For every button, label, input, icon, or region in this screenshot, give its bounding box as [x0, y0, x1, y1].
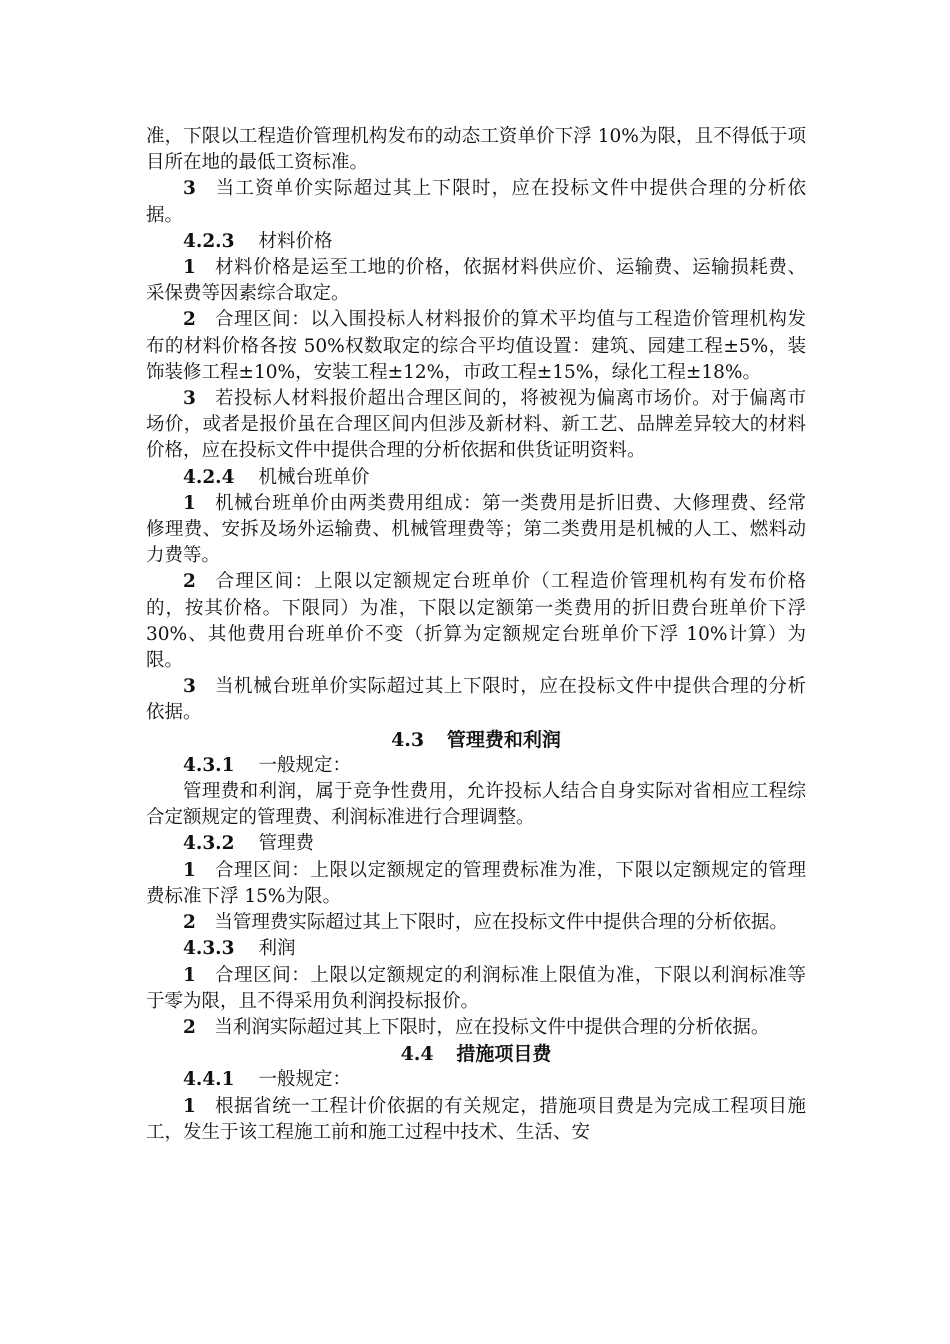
subsection-number: 4.4.1 [183, 1069, 235, 1091]
subsection-title: 利润 [258, 938, 296, 960]
paragraph-text: 当管理费实际超过其上下限时，应在投标文件中提供合理的分析依据。 [214, 912, 788, 934]
subsection-number: 4.2.3 [183, 230, 235, 252]
item-number: 3 [183, 178, 196, 200]
paragraph-text: 当工资单价实际超过其上下限时，应在投标文件中提供合理的分析依据。 [146, 178, 806, 226]
paragraph-text: 合理区间：上限以定额规定台班单价（工程造价管理机构有发布价格的，按其价格。下限同）为准，下限以定额第一类费用的折旧费台班单价下浮 30%、其他费用台班单价不变（折算为定额规定台班单价下浮 10%计算）为限。 [146, 571, 806, 672]
numbered-paragraph [146, 569, 806, 674]
item-number: 1 [183, 492, 196, 514]
numbered-paragraph [146, 963, 806, 1015]
subsection-title: 一般规定： [258, 754, 352, 776]
item-number: 2 [183, 1016, 196, 1038]
item-number: 1 [183, 964, 196, 986]
section-heading [146, 1041, 806, 1067]
numbered-paragraph [146, 307, 806, 386]
subsection-title: 机械台班单价 [258, 466, 370, 488]
subsection-number: 4.3.1 [183, 754, 235, 776]
paragraph-text: 根据省统一工程计价依据的有关规定，措施项目费是为完成工程项目施工，发生于该工程施工前和施工过程中技术、生活、安 [146, 1095, 806, 1143]
paragraph-text: 合理区间：以入围投标人材料报价的算术平均值与工程造价管理机构发布的材料价格各按 50%权数取定的综合平均值设置：建筑、园建工程±5%，装饰装修工程±10%，安装工程±12%，市政工程±15%，绿化工程±18%。 [146, 309, 806, 383]
subsection-title: 管理费 [258, 833, 315, 855]
paragraph-text: 合理区间：上限以定额规定的管理费标准为准，下限以定额规定的管理费标准下浮 15%为限。 [146, 859, 806, 907]
section-number: 4.4 [400, 1043, 434, 1066]
item-number: 2 [183, 309, 196, 331]
subsection-title: 材料价格 [258, 230, 333, 252]
item-number: 3 [183, 388, 196, 410]
section-title: 措施项目费 [456, 1043, 552, 1066]
numbered-paragraph [146, 1094, 806, 1146]
numbered-paragraph [146, 910, 806, 936]
paragraph-text: 当利润实际超过其上下限时，应在投标文件中提供合理的分析依据。 [214, 1016, 770, 1038]
numbered-paragraph [146, 386, 806, 465]
numbered-paragraph [146, 1015, 806, 1041]
paragraph-text: 机械台班单价由两类费用组成：第一类费用是折旧费、大修理费、经常修理费、安拆及场外运输费、机械管理费等；第二类费用是机械的人工、燃料动力费等。 [146, 492, 806, 567]
subsection-number: 4.3.3 [183, 938, 235, 960]
subsection-title: 一般规定： [258, 1069, 352, 1091]
section-title: 管理费和利润 [446, 728, 561, 751]
subsection-heading [146, 831, 806, 857]
document-page [146, 124, 806, 1146]
numbered-paragraph [146, 255, 806, 307]
item-number: 2 [183, 571, 196, 593]
section-heading [146, 727, 806, 753]
subsection-heading [146, 936, 806, 962]
item-number: 1 [183, 859, 196, 881]
item-number: 1 [183, 257, 196, 279]
subsection-heading [146, 753, 806, 779]
paragraph-text: 若投标人材料报价超出合理区间的，将被视为偏离市场价。对于偏离市场价，或者是报价虽在合理区间内但涉及新材料、新工艺、品牌差异较大的材料价格，应在投标文件中提供合理的分析依据和供货证明资料。 [146, 388, 806, 462]
numbered-paragraph [146, 176, 806, 228]
paragraph-text: 材料价格是运至工地的价格，依据材料供应价、运输费、运输损耗费、采保费等因素综合取定。 [146, 257, 806, 305]
subsection-number: 4.3.2 [183, 833, 235, 855]
subsection-heading [146, 465, 806, 491]
item-number: 1 [183, 1095, 196, 1117]
item-number: 3 [183, 676, 196, 698]
numbered-paragraph [146, 674, 806, 726]
item-number: 2 [183, 912, 196, 934]
numbered-paragraph [146, 858, 806, 910]
section-number: 4.3 [391, 728, 425, 751]
subsection-heading [146, 1067, 806, 1093]
numbered-paragraph [146, 491, 806, 570]
paragraph: 管理费和利润，属于竞争性费用，允许投标人结合自身实际对省相应工程综合定额规定的管理费、利润标准进行合理调整。 [146, 781, 806, 829]
paragraph-text: 当机械台班单价实际超过其上下限时，应在投标文件中提供合理的分析依据。 [146, 676, 806, 724]
paragraph-text: 合理区间：上限以定额规定的利润标准上限值为准，下限以利润标准等于零为限，且不得采用负利润投标报价。 [146, 964, 806, 1012]
subsection-number: 4.2.4 [183, 466, 235, 488]
subsection-heading [146, 229, 806, 255]
continued-paragraph: 准，下限以工程造价管理机构发布的动态工资单价下浮 10%为限，且不得低于项目所在地的最低工资标准。 [146, 126, 806, 174]
